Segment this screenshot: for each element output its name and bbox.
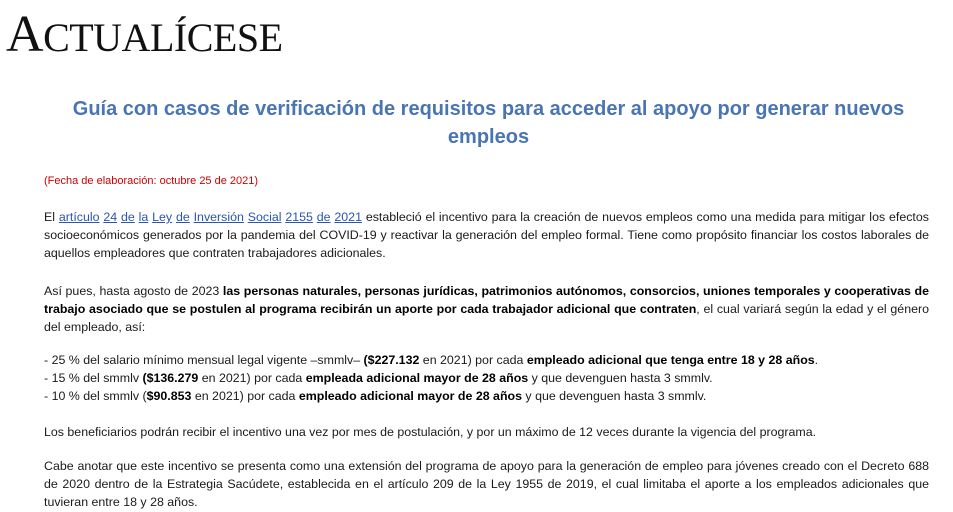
p2-bold: las personas naturales, personas jurídicas, patrimonios autónomos, consorcios, uniones temporales y cooperativas de trabajo asociado que se postulen al programa recibirán un aporte por cada trabajador adicional que contraten bbox=[44, 284, 929, 316]
list-item-text: - 15 % del smmlv bbox=[44, 371, 143, 385]
law-link-articulo[interactable]: artículo bbox=[58, 210, 100, 224]
law-link-2155[interactable]: 2155 bbox=[285, 210, 313, 224]
p2-post: , el cual variará según la edad y el género del empleado, así: bbox=[44, 302, 929, 334]
law-link-de-3[interactable]: de bbox=[316, 210, 331, 224]
paragraph-beneficiaries bbox=[44, 282, 929, 336]
list-item-text: . bbox=[814, 353, 819, 367]
list-item bbox=[44, 369, 929, 387]
logo-rest: CTUALÍCESE bbox=[43, 15, 283, 60]
list-item bbox=[44, 351, 929, 369]
p1-post: estableció el incentivo para la creación de nuevos empleos como una medida para mitigar los efectos socioeconómicos generados por la pandemia del COVID-19 y reactivar la generación del empleo formal. Tiene como propósito financiar los costos laborales de aquellos empleadores que contraten trabajadores adicionales. bbox=[44, 210, 929, 260]
list-item-text: en 2021) por cada bbox=[191, 389, 299, 403]
law-link-inversion[interactable]: Inversión bbox=[193, 210, 244, 224]
list-item-text: y que devenguen hasta 3 smmlv. bbox=[528, 371, 713, 385]
support-amounts-list bbox=[44, 351, 929, 405]
paragraph-frequency: Los beneficiarios podrán recibir el incentivo una vez por mes de postulación, y por un máximo de 12 veces durante la vigencia del programa. bbox=[44, 425, 817, 439]
law-link-ley[interactable]: Ley bbox=[152, 210, 173, 224]
site-logo[interactable] bbox=[6, 4, 283, 69]
list-item-text: y que devenguen hasta 3 smmlv. bbox=[521, 389, 707, 403]
list-item-target: empleado adicional mayor de 28 años bbox=[298, 389, 522, 403]
list-item-target: empleado adicional que tenga entre 18 y 28 años bbox=[526, 353, 815, 367]
paragraph-background: Cabe anotar que este incentivo se presenta como una extensión del programa de apoyo para la generación de empleo para jóvenes creado con el Decreto 688 de 2020 dentro de la Estrategia Sacúdete, establecida en el artículo 209 de la Ley 1955 de 2019, el cual limitaba el aporte a los empleados adicionales que tuvieran entre 18 y 28 años. bbox=[44, 459, 929, 509]
paragraph-law-reference bbox=[44, 208, 929, 262]
list-item-amount: $90.853 bbox=[146, 389, 192, 403]
list-item-text: en 2021) por cada bbox=[419, 353, 527, 367]
list-item-amount: ($136.279 bbox=[142, 371, 199, 385]
law-link-de[interactable]: de bbox=[121, 210, 135, 224]
list-item bbox=[44, 387, 929, 405]
p2-pre: Así pues, hasta agosto de 2023 bbox=[44, 284, 220, 298]
p1-pre: El bbox=[44, 210, 56, 224]
list-item-text: - 10 % del smmlv ( bbox=[44, 389, 147, 403]
law-link-2021[interactable]: 2021 bbox=[334, 210, 362, 224]
list-item-amount: ($227.132 bbox=[363, 353, 420, 367]
list-item-text: - 25 % del salario mínimo mensual legal vigente –smmlv– bbox=[44, 353, 364, 367]
elaboration-date: (Fecha de elaboración: octubre 25 de 2021) bbox=[44, 175, 259, 187]
law-link-social[interactable]: Social bbox=[247, 210, 282, 224]
page-title: Guía con casos de verificación de requisitos para acceder al apoyo por generar nuevos empleos bbox=[72, 98, 905, 148]
law-link-24[interactable]: 24 bbox=[103, 210, 118, 224]
law-link-de-2[interactable]: de bbox=[175, 210, 190, 224]
list-item-target: empleada adicional mayor de 28 años bbox=[305, 371, 529, 385]
law-link-la[interactable]: la bbox=[138, 210, 149, 224]
logo-initial: A bbox=[6, 6, 44, 63]
list-item-text: en 2021) por cada bbox=[198, 371, 306, 385]
